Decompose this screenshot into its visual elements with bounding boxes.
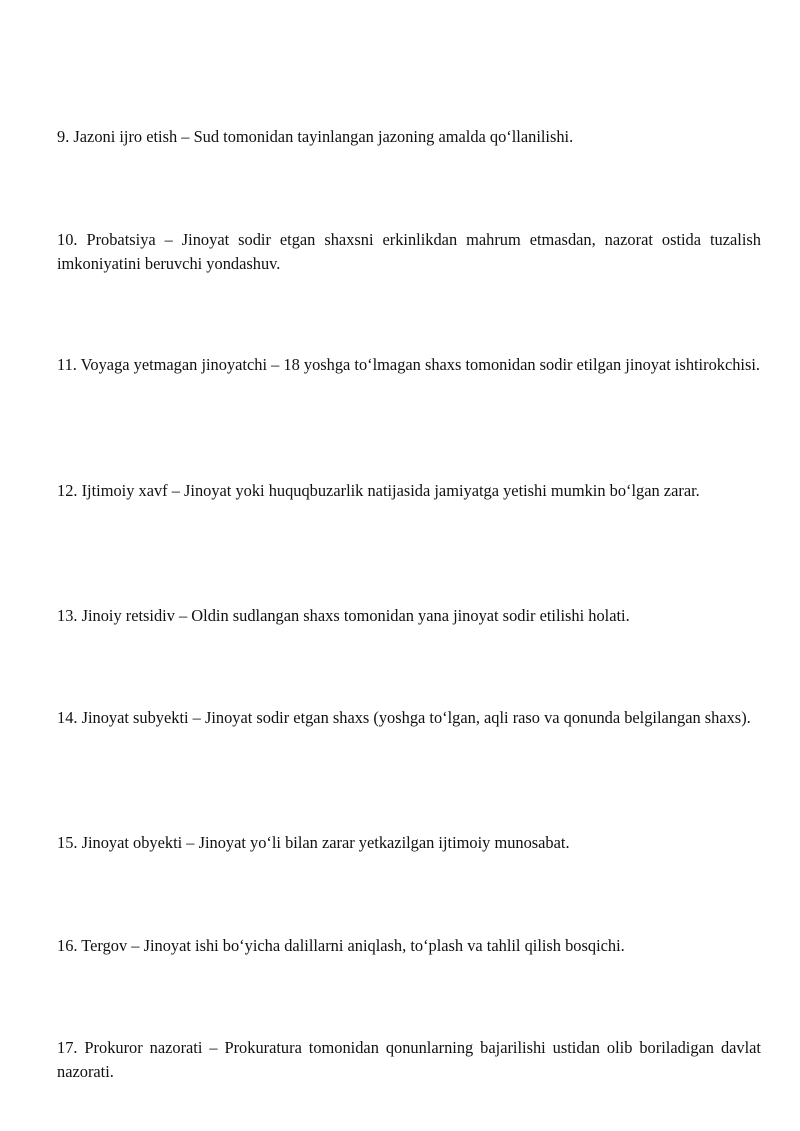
term-definition-9: 9. Jazoni ijro etish – Sud tomonidan tayinlangan jazoning amalda qo‘llanilishi. xyxy=(57,127,574,146)
term-definition-12: 12. Ijtimoiy xavf – Jinoyat yoki huquqbuzarlik natijasida jamiyatga yetishi mumkin bo‘lgan zarar. xyxy=(57,481,700,500)
term-definition-13: 13. Jinoiy retsidiv – Oldin sudlangan shaxs tomonidan yana jinoyat sodir etilishi holati. xyxy=(57,606,630,625)
term-definition-15: 15. Jinoyat obyekti – Jinoyat yo‘li bilan zarar yetkazilgan ijtimoiy munosabat. xyxy=(57,833,570,852)
term-definition-17: 17. Prokuror nazorati – Prokuratura tomonidan qonunlarning bajarilishi ustidan olib boriladigan davlat nazorati. xyxy=(57,1038,761,1081)
term-definition-11: 11. Voyaga yetmagan jinoyatchi – 18 yoshga to‘lmagan shaxs tomonidan sodir etilgan jinoyat ishtirokchisi. xyxy=(57,355,761,374)
term-definition-10: 10. Probatsiya – Jinoyat sodir etgan shaxsni erkinlikdan mahrum etmasdan, nazorat ostida tuzalish imkoniyatini beruvchi yondashuv. xyxy=(57,230,761,273)
term-definition-14: 14. Jinoyat subyekti – Jinoyat sodir etgan shaxs (yoshga to‘lgan, aqli raso va qonunda belgilangan shaxs). xyxy=(57,708,751,727)
term-definition-16: 16. Tergov – Jinoyat ishi bo‘yicha dalillarni aniqlash, to‘plash va tahlil qilish bosqichi. xyxy=(57,936,625,955)
